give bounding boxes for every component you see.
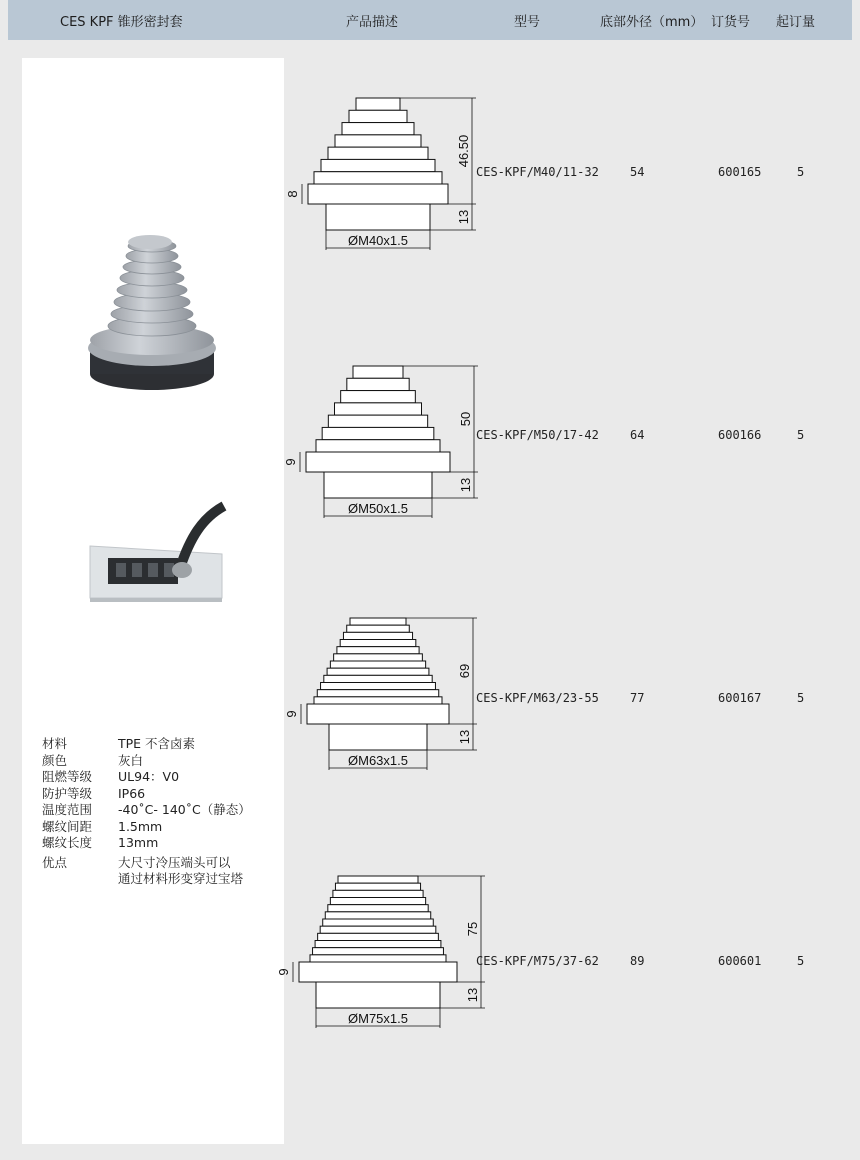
property-row <box>42 736 278 753</box>
properties-list <box>42 736 278 888</box>
cone-step <box>323 919 434 926</box>
cone-step <box>356 98 400 110</box>
property-key: 颜色 <box>42 752 68 768</box>
cone-step <box>316 440 440 452</box>
property-key: 螺纹间距 <box>42 818 93 834</box>
cone-step <box>347 378 409 390</box>
property-row <box>42 769 278 786</box>
cone-step <box>320 926 436 933</box>
product-drawing <box>284 618 477 770</box>
product-title: CES KPF 锥形密封套 <box>60 15 183 30</box>
cone-step <box>337 647 419 654</box>
cone-step <box>335 883 420 890</box>
cone-step <box>350 618 406 625</box>
order-no-cell: 600601 <box>718 954 762 968</box>
property-value: TPE 不含卤素 <box>118 736 196 751</box>
product-drawing <box>283 366 478 518</box>
property-key: 阻燃等级 <box>42 769 93 784</box>
diameter-cell: 89 <box>630 954 645 968</box>
thread-size-label: ØM75x1.5 <box>348 1011 408 1026</box>
cone-step <box>328 905 428 912</box>
model-cell: CES-KPF/M50/17-42 <box>476 428 599 442</box>
diameter-cell: 54 <box>630 165 645 179</box>
property-row <box>42 753 278 770</box>
cone-step <box>321 159 435 171</box>
model-cell: CES-KPF/M75/37-62 <box>476 954 599 968</box>
property-row <box>42 855 278 888</box>
property-key: 材料 <box>42 736 68 751</box>
height-dimension-label: 50 <box>458 411 473 427</box>
thread-size-label: ØM40x1.5 <box>348 233 408 248</box>
cone-step <box>315 941 441 948</box>
property-key: 优点 <box>42 854 68 870</box>
cone-step <box>318 933 439 940</box>
flange <box>308 184 448 204</box>
property-row <box>42 786 278 803</box>
order-no-cell: 600166 <box>718 428 762 442</box>
model-cell: CES-KPF/M40/11-32 <box>476 165 599 179</box>
cone-step <box>324 675 432 682</box>
product-drawing <box>276 876 485 1028</box>
table-header <box>8 0 852 40</box>
thread-length-label: 13 <box>456 209 471 225</box>
cone-step <box>335 403 422 415</box>
cone-step <box>314 697 442 704</box>
cone-step <box>342 123 414 135</box>
cone-step <box>338 876 418 883</box>
property-key: 螺纹长度 <box>42 835 93 850</box>
moq-cell: 5 <box>797 691 805 705</box>
flange-height-label: 9 <box>276 968 291 976</box>
product-info-panel <box>22 58 284 1144</box>
property-value: UL94：V0 <box>118 769 180 784</box>
product-drawing <box>285 98 476 250</box>
property-value: -40˚C- 140˚C（静态） <box>118 802 251 817</box>
flange-height-label: 9 <box>283 458 298 466</box>
order-no-cell: 600167 <box>718 691 762 705</box>
property-value: IP66 <box>118 785 146 801</box>
property-value: 灰白 <box>118 752 144 768</box>
height-dimension-label: 75 <box>465 921 480 937</box>
col-model: 型号 <box>514 15 541 30</box>
flange <box>306 452 450 472</box>
thread-size-label: ØM50x1.5 <box>348 501 408 516</box>
property-value: 大尺寸冷压端头可以 通过材料形变穿过宝塔 <box>118 854 244 886</box>
cone-step <box>314 172 442 184</box>
diameter-cell: 64 <box>630 428 645 442</box>
cone-step <box>347 625 410 632</box>
thread-length-label: 13 <box>465 987 480 1003</box>
cone-step <box>328 147 428 159</box>
col-description: 产品描述 <box>346 15 399 30</box>
cone-step <box>333 890 423 897</box>
cone-step <box>313 948 444 955</box>
cone-step <box>321 683 436 690</box>
col-order-no: 订货号 <box>711 15 751 30</box>
property-row <box>42 802 278 819</box>
moq-cell: 5 <box>797 428 805 442</box>
product-photo <box>22 58 284 438</box>
property-key: 温度范围 <box>42 802 93 817</box>
cone-step <box>330 898 425 905</box>
thread <box>326 204 430 230</box>
cone-step <box>328 415 427 427</box>
flange-height-label: 8 <box>285 190 300 198</box>
cone-step <box>334 654 423 661</box>
thread-length-label: 13 <box>457 729 472 745</box>
thread <box>324 472 432 498</box>
cone-step <box>341 391 416 403</box>
cone-step <box>310 955 446 962</box>
height-dimension-label: 69 <box>457 663 472 679</box>
thread-size-label: ØM63x1.5 <box>348 753 408 768</box>
cone-step <box>330 661 425 668</box>
cone-step <box>335 135 421 147</box>
model-cell: CES-KPF/M63/23-55 <box>476 691 599 705</box>
cone-step <box>325 912 430 919</box>
application-photo <box>22 498 284 618</box>
property-value: 1.5mm <box>118 818 163 834</box>
height-dimension-label: 46.50 <box>456 134 471 168</box>
thread <box>316 982 440 1008</box>
cone-step <box>322 427 434 439</box>
moq-cell: 5 <box>797 165 805 179</box>
cone-step <box>343 632 412 639</box>
diameter-cell: 77 <box>630 691 645 705</box>
property-key: 防护等级 <box>42 785 93 801</box>
property-row <box>42 819 278 836</box>
order-no-cell: 600165 <box>718 165 762 179</box>
thread-length-label: 13 <box>458 477 473 493</box>
col-moq: 起订量 <box>776 15 816 30</box>
cone-step <box>327 668 429 675</box>
property-value: 13mm <box>118 835 159 850</box>
property-row <box>42 835 278 852</box>
cone-step <box>340 640 416 647</box>
thread <box>329 724 427 750</box>
cone-step <box>349 110 407 122</box>
flange-height-label: 9 <box>284 710 299 718</box>
flange <box>299 962 457 982</box>
moq-cell: 5 <box>797 954 805 968</box>
flange <box>307 704 449 724</box>
cone-step <box>353 366 403 378</box>
cone-step <box>317 690 438 697</box>
technical-drawings <box>276 60 480 1160</box>
col-diameter: 底部外径（mm） <box>600 15 704 30</box>
